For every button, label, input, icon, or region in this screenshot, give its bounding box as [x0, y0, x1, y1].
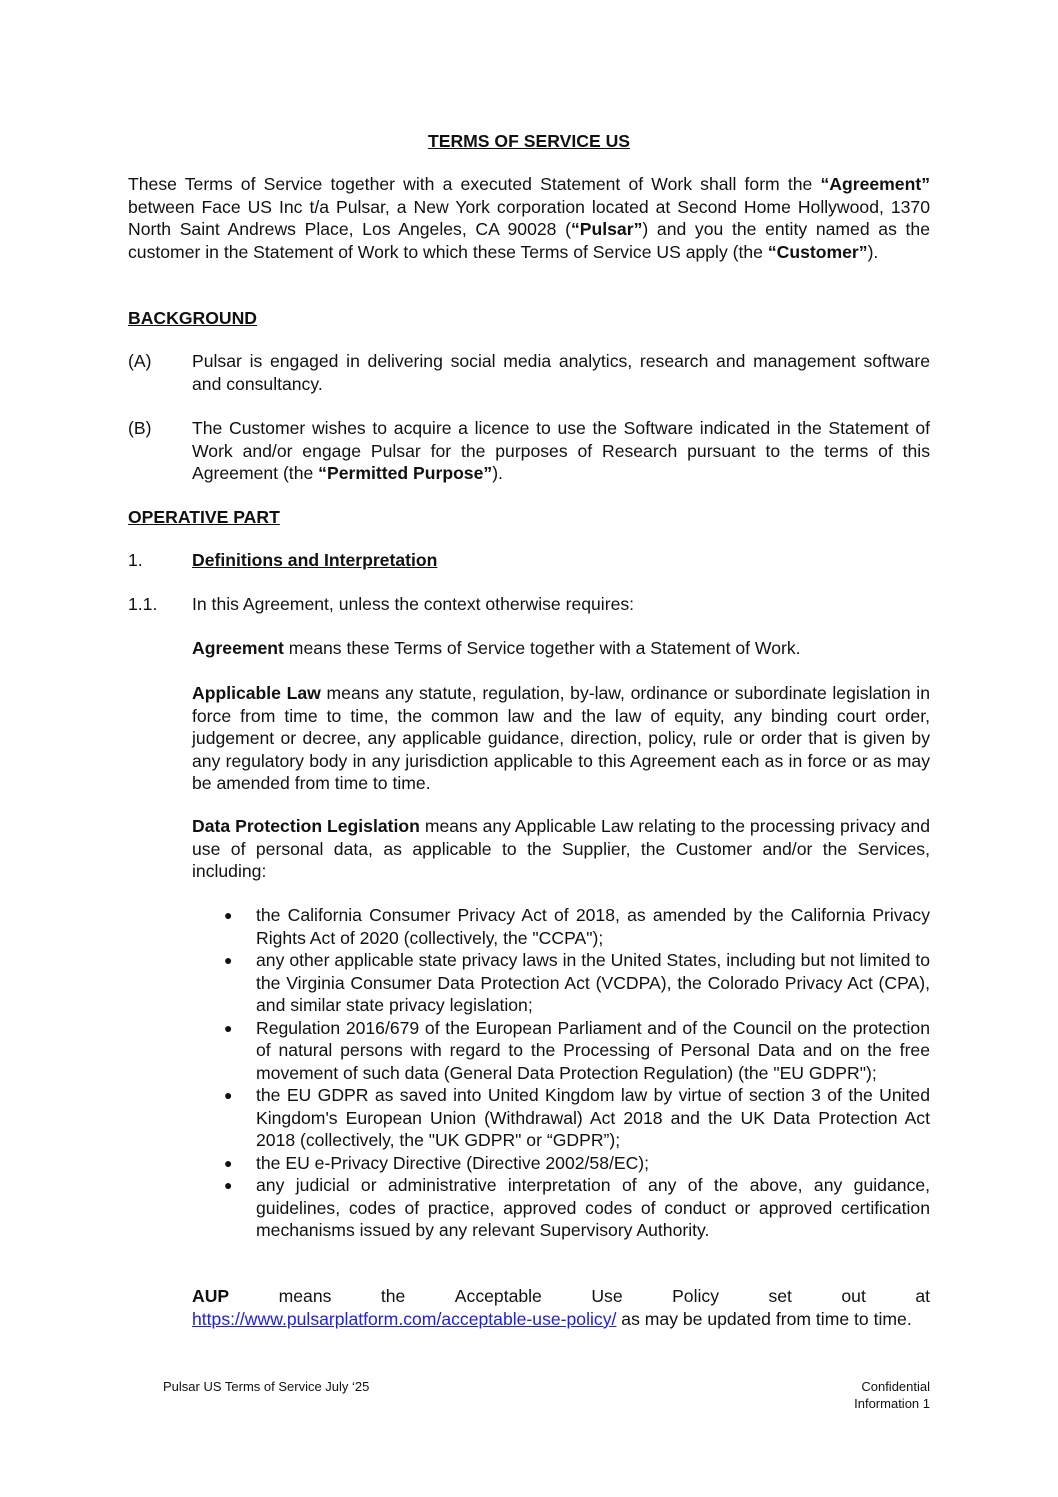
list-item [192, 1017, 930, 1085]
definition-term: AUP [192, 1286, 230, 1306]
customer-term: “Customer” [767, 241, 868, 262]
aup-word: the [380, 1286, 406, 1306]
intro-text: These Terms of Service together with a executed Statement of Work shall form the [128, 174, 821, 194]
recital-b-text: The Customer wishes to acquire a licence to use the Software indicated in the Statement of Work and/or engage Pulsar for the purposes of Research pursuant to the terms of this Agreement (the [192, 418, 930, 483]
bullet-icon: ● [224, 1087, 233, 1103]
aup-rest [192, 1308, 930, 1331]
aup-word: at [915, 1286, 930, 1306]
definition-agreement [192, 637, 930, 660]
list-item [192, 1152, 930, 1175]
list-item-text: Regulation 2016/679 of the European Parliament and of the Council on the protection of natural persons with regard to the Processing of Personal Data and on the free movement of such data (General Data Protection Regulation) (the "EU GDPR"); [256, 1017, 930, 1083]
definition-term: Applicable Law [192, 683, 321, 703]
bullet-icon: ● [224, 907, 233, 923]
aup-link[interactable]: https://www.pulsarplatform.com/acceptable-use-policy/ [192, 1308, 617, 1329]
definition-aup [192, 1285, 930, 1330]
aup-word: Policy [672, 1286, 719, 1306]
aup-first-line [192, 1285, 930, 1308]
bullet-icon: ● [224, 1177, 233, 1193]
list-item [192, 1174, 930, 1242]
intro-text: ). [867, 241, 879, 262]
footer-page-info: Information 1 [854, 1396, 930, 1411]
aup-word: means [278, 1286, 332, 1306]
list-item-text: the EU e-Privacy Directive (Directive 2002/58/EC); [256, 1152, 650, 1173]
list-item [192, 904, 930, 949]
bullet-icon: ● [224, 952, 233, 968]
operative-heading: OPERATIVE PART [128, 507, 280, 527]
definition-term: Data Protection Legislation [192, 816, 420, 836]
definition-data-protection [192, 815, 930, 883]
list-item [192, 1084, 930, 1152]
document-title: TERMS OF SERVICE US [427, 131, 631, 151]
permitted-purpose-term: “Permitted Purpose” [318, 463, 493, 483]
recital-b [192, 417, 930, 485]
list-item-text: any other applicable state privacy laws in the United States, including but not limited to the Virginia Consumer Data Protection Act (VCDPA), the Colorado Privacy Act (CPA), and similar state privacy legislation; [256, 950, 930, 1015]
section-number: 1. [128, 550, 143, 570]
section-title: Definitions and Interpretation [192, 550, 438, 570]
list-item-text: the EU GDPR as saved into United Kingdom law by virtue of section 3 of the United Kingdom's European Union (Withdrawal) Act 2018 and the UK Data Protection Act 2018 (collectively, the "UK GDPR" or “GDPR”); [256, 1085, 930, 1150]
clause-number: 1.1. [128, 594, 158, 614]
list-item [192, 949, 930, 1017]
list-item-text: the California Consumer Privacy Act of 2018, as amended by the California Privacy Rights Act of 2020 (collectively, the "CCPA"); [256, 905, 930, 948]
pulsar-term: “Pulsar” [570, 219, 643, 239]
aup-word: Use [591, 1286, 623, 1306]
agreement-term: “Agreement” [820, 174, 930, 194]
intro-text: between Face US Inc t/a Pulsar, a New York corporation located at Second Home Hollywood, 1370 North Saint Andrews Place, Los Angeles, CA 90028 ( [128, 196, 930, 239]
definition-applicable-law [192, 682, 930, 795]
clause-text: In this Agreement, unless the context otherwise requires: [192, 594, 635, 614]
definition-text: means any Applicable Law relating to the processing privacy and use of personal data, as applicable to the Supplier, the Customer and/or the Services, including: [192, 816, 930, 881]
intro-text: ) and you the entity named as the customer in the Statement of Work to which these Terms of Service US apply (the [128, 219, 930, 262]
footer-right [854, 1378, 930, 1412]
bullet-icon: ● [224, 1154, 233, 1171]
definition-text: means any statute, regulation, by-law, ordinance or subordinate legislation in force from time to time, the common law and the law of equity, any binding court order, judgement or decree, any applicable guidance, direction, policy, rule or order that is given by any regulatory body in any jurisdiction applicable to this Agreement each as in force or as may be amended from time to time. [192, 683, 930, 793]
intro-paragraph [128, 173, 930, 263]
data-protection-list [192, 904, 930, 1242]
definition-term: Agreement [192, 638, 284, 658]
aup-word: Acceptable [454, 1286, 542, 1306]
recital-b-tail: ). [492, 463, 503, 483]
bullet-icon: ● [224, 1019, 233, 1036]
footer-left: Pulsar US Terms of Service July ‘25 [163, 1379, 370, 1394]
recital-label-b: (B) [128, 418, 152, 438]
aup-word: set [768, 1286, 792, 1306]
definition-text: means these Terms of Service together with a Statement of Work. [283, 638, 801, 658]
recital-label-a: (A) [128, 351, 152, 371]
recital-a: Pulsar is engaged in delivering social media analytics, research and management software and consultancy. [192, 351, 930, 394]
list-item-text: any judicial or administrative interpretation of any of the above, any guidance, guidelines, codes of practice, approved codes of conduct or approved certification mechanisms issued by any relevant Supervisory Authority. [256, 1175, 930, 1240]
background-heading: BACKGROUND [128, 308, 258, 328]
footer-confidential: Confidential [861, 1379, 930, 1394]
aup-word: out [841, 1286, 866, 1306]
aup-tail: as may be updated from time to time. [616, 1308, 912, 1329]
